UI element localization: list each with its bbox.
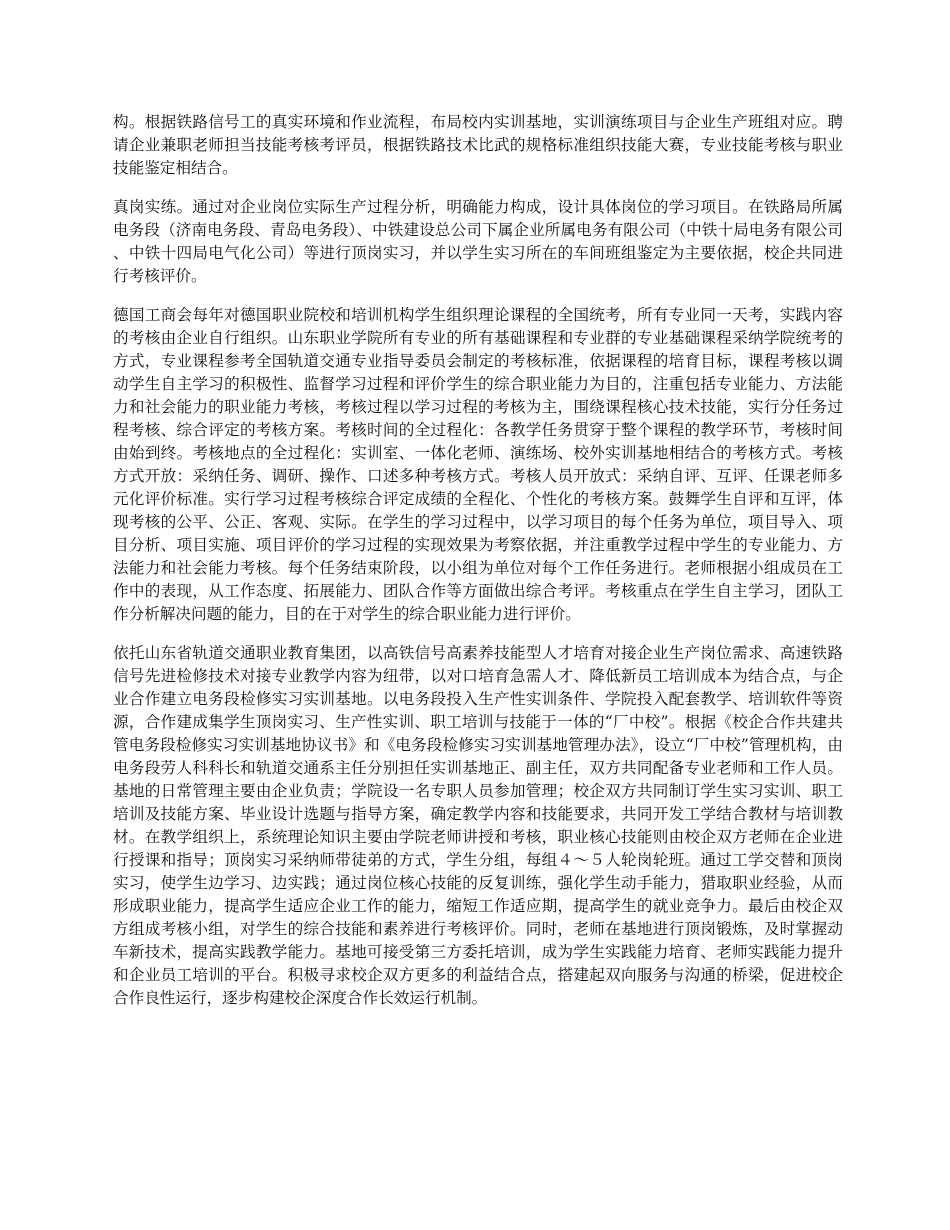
document-body	[113, 111, 843, 1026]
paragraph-3: 德国工商会每年对德国职业院校和培训机构学生组织理论课程的全国统考，所有专业同一天考，实践内容的考核由企业自行组织。山东职业学院所有专业的所有基础课程和专业群的专业基础课程采纳学院统考的方式，专业课程参考全国轨道交通专业指导委员会制定的考核标准，依据课程的培育目标，课程考核以调动学生自主学习的积极性、监督学习过程和评价学生的综合职业能力为目的，注重包括专业能力、方法能力和社会能力的职业能力考核，考核过程以学习过程的考核为主，围绕课程核心技术技能，实行分任务过程考核、综合评定的考核方案。考核时间的全过程化：各教学任务贯穿于整个课程的教学环节，考核时间由始到终。考核地点的全过程化：实训室、一体化老师、演练场、校外实训基地相结合的考核方式。考核方式开放：采纳任务、调研、操作、口述多种考核方式。考核人员开放式：采纳自评、互评、任课老师多元化评价标准。实行学习过程考核综合评定成绩的全程化、个性化的考核方案。鼓舞学生自评和互评，体现考核的公平、公正、客观、实际。在学生的学习过程中，以学习项目的每个任务为单位，项目导入、项目分析、项目实施、项目评价的学习过程的实现效果为考察依据，并注重教学过程中学生的专业能力、方法能力和社会能力考核。每个任务结束阶段，以小组为单位对每个工作任务进行。老师根据小组成员在工作中的表现，从工作态度、拓展能力、团队合作等方面做出综合考评。考核重点在学生自主学习，团队工作分析解决问题的能力，目的在于对学生的综合职业能力进行评价。	[113, 306, 843, 623]
paragraph-2: 真岗实练。通过对企业岗位实际生产过程分析，明确能力构成，设计具体岗位的学习项目。在铁路局所属电务段（济南电务段、青岛电务段）、中铁建设总公司下属企业所属电务有限公司（中铁十局电务有限公司、中铁十四局电气化公司）等进行顶岗实习，并以学生实习所在的车间班组鉴定为主要依据，校企共同进行考核评价。	[113, 198, 843, 285]
paragraph-1: 构。根据铁路信号工的真实环境和作业流程，布局校内实训基地，实训演练项目与企业生产班组对应。聘请企业兼职老师担当技能考核考评员，根据铁路技术比武的规格标准组织技能大赛，专业技能考核与职业技能鉴定相结合。	[113, 113, 843, 177]
paragraph-4: 依托山东省轨道交通职业教育集团，以高铁信号高素养技能型人才培育对接企业生产岗位需求、高速铁路信号先进检修技术对接专业教学内容为纽带，以对口培育急需人才、降低新员工培训成本为结合点，与企业合作建立电务段检修实习实训基地。以电务段投入生产性实训条件、学院投入配套教学、培训软件等资源，合作建成集学生顶岗实习、生产性实训、职工培训与技能于一体的“厂中校”。根据《校企合作共建共管电务段检修实习实训基地协议书》和《电务段检修实习实训基地管理办法》，设立“厂中校”管理机构，由电务段劳人科科长和轨道交通系主任分别担任实训基地正、副主任，双方共同配备专业老师和工作人员。基地的日常管理主要由企业负责；学院设一名专职人员参加管理；校企双方共同制订学生实习实训、职工培训及技能方案、毕业设计选题与指导方案，确定教学内容和技能要求，共同开发工学结合教材与培训教材。在教学组织上，系统理论知识主要由学院老师讲授和考核，职业核心技能则由校企双方老师在企业进行授课和指导；顶岗实习采纳师带徒弟的方式，学生分组，每组４～５人轮岗轮班。通过工学交替和顶岗实习，使学生边学习、边实践；通过岗位核心技能的反复训练，强化学生动手能力，猎取职业经验，从而形成职业能力，提高学生适应企业工作的能力，缩短工作适应期，提高学生的就业竞争力。最后由校企双方组成考核小组，对学生的综合技能和素养进行考核评价。同时，老师在基地进行顶岗锻炼，及时掌握动车新技术，提高实践教学能力。基地可接受第三方委托培训，成为学生实践能力培育、老师实践能力提升和企业员工培训的平台。积极寻求校企双方更多的利益结合点，搭建起双向服务与沟通的桥梁，促进校企合作良性运行，逐步构建校企深度合作长效运行机制。	[113, 644, 843, 1007]
